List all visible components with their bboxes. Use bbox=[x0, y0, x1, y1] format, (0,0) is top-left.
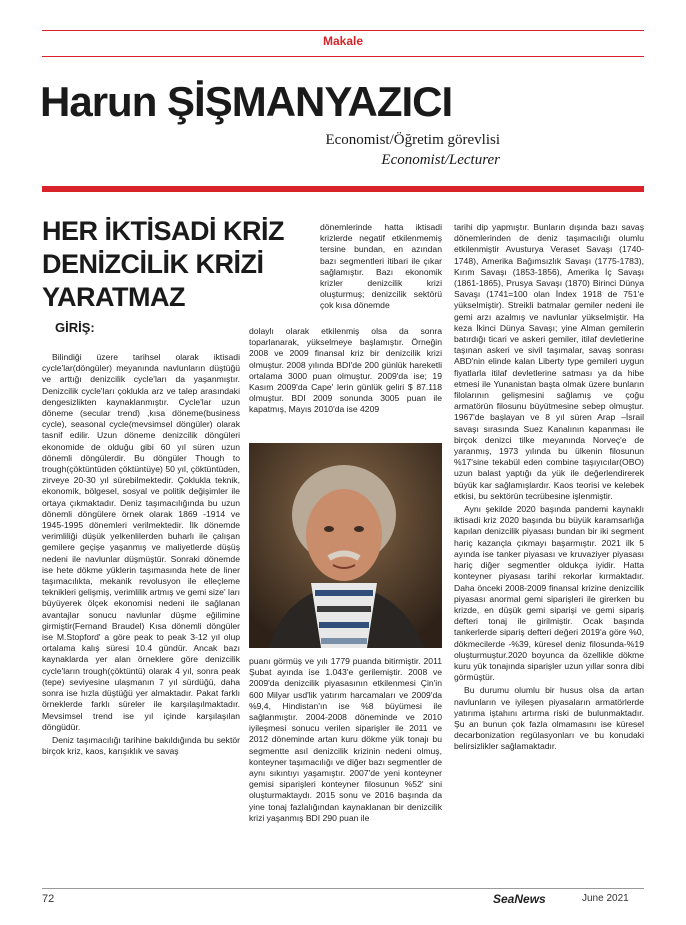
author-role-tr: Economist/Öğretim görevlisi bbox=[325, 132, 500, 148]
paragraph: Deniz taşımacılığı tarihine bakıldığında bu sektör birçok kriz, kaos, karışıklık ve savaş bbox=[42, 734, 240, 757]
paragraph: Bilindiği üzere tarihsel olarak iktisadi cycle'lar(döngüler) meyanında navlunların düştüğü ve arttığı denizcilik cycle'ları da yaşanmıştır. Denizcilik cycle'ları çoklukla arz ve talep arasındaki dengesizlikten kaynaklanmıştır. Cycle'lar uzun döneme (secular trend) ,kısa döneme(business cycle), seasonal cycle(mevsimsel döngüler) olarak tasnif edilir. Uzun döneme denizcilik döngüleri ekonomide de olduğu gibi 60 yıl süren uzun dönemli döngülerdir. Bu döngüler Though to trough(çöktüntüden çöktüntüye) 50 yıl, çöktüntüden, zirveye 20-30 yıl sürebilmektedir. Çoklukla teknik, ekonomik, bölgesel, sosyal ve politik değişimler ile ortaya çıkmaktadır. Deniz taşımacılığında bu uzun dönemli döngülere örnek olarak 1869 -1914 ve 1945-1995 dönemleri verilmektedir. İlk dönemde verimliliği düşük yelkenlilerden buharlı ile çalışan gemilere geçişe yaşanmış ve maliyetlerde düşüş nedeni ile navlunlar düşmüştür. Sonraki dönemde ise hete dökme yüklerin taşımasında hete de liner taşımacılıkta, mekanik revolusyon ile elleçleme teknikleri gelişmiş, verimlilik artmış ve gemi size' ları büyüyerek ölçek ekonomisi nedeni ile sağlanan avantajlar sonucu navlunlar düşme eğilimine girmiştir(Fernand Braudel) Kısa dönemli döngüler ise M.Stopford' a göre peak to peak 3-12 yıl olup ortalama kalış süresi 10.4 gündür. Ancak bazı kaynaklarda yer alan örneklere göre denizcilik cycle'ların trough(çöktüntü) olarak 4 yıl, sonra peak (tepe) seviyesine ulaşmanın 7 yıl sürdüğü, daha sonra ise hızla düştüğü yer almaktadır. Pakat farklı örneklerde farklı süreler ile karşılaşılmaktadır. Mevsimsel trend ise yıl içinde karşılaşılan döngüdür. bbox=[42, 352, 240, 732]
author-photo bbox=[249, 443, 442, 648]
top-rule bbox=[42, 30, 644, 31]
author-name: Harun ŞİŞMANYAZICI bbox=[40, 78, 453, 125]
footer-rule bbox=[42, 888, 644, 889]
section-label: Makale bbox=[322, 34, 364, 48]
header-bar bbox=[42, 186, 644, 192]
article-headline: HER İKTİSADİ KRİZ DENİZCİLİK KRİZİ YARATMAZ bbox=[42, 216, 285, 312]
column-2-top bbox=[320, 222, 442, 326]
page-number: 72 bbox=[42, 893, 55, 905]
paragraph: tarihi dip yapmıştır. Bunların dışında bazı savaş dönemlerinden de deniz taşımacılığı olumlu etkilenmiştir Avusturya Veraset Savaşı (1740-1748), Amerika Bağımsızlık Savaşı (1775-1783), Kırım Savaşı (1853-1856), Amerika İç Savaşı (1861-1865), Prusya Savaşı (1870) Birinci Dünya Savaşı (1741=100 olan İndex 1918 de 751'e yükselmiştir). Streikli batmalar gemiler nedeni ile gemi arzı azalmış ve navlunlar yükselmiştir. Ha keza İkinci Dünya Savaşı; yine Alman gemilerin batırdığı ticari ve askeri gemiler, itilaf devletlerine taşınan askeri ve sivil taşımalar, savaş sonrası ABD'nin elinde kalan Liberty type gemileri uygun fiyatlarla itilaf devletlerine satması ya da hibe etmesi ile Yunanistan başta olmak üzere bunların filolarının gelişmesini sağlamış ve çoğu armatörün filosunu büyütmesine sebep olmuştur. 1967'de başlayan ve 8 yıl süren Arap –İsrail savaşı sırasında Suez Kanalının kapanması ile birçok denizci tilke meyanında Norveç'e de yaranmış, 1973 yılında bu ülkenin filosunun %17'sine tekabül eden combine taşıyıcılar(OBO) uzun balast yaptığı da yük ile değerlendirerek büyük kar sağlamışlardır. Kaos teorisi ve kelebek etkisi, bu sektörün tecrübesine işlenmiştir. bbox=[454, 222, 644, 501]
paragraph: dolaylı olarak etkilenmiş olsa da sonra toparlanarak, yükselmeye başlamıştır. Örneğin 2008 ve 2009 finansal kriz bir denizcilik krizi olmuştur. 2008 yılında BDI'de 200 günlük hareketli ortalama 3000 puan olmuştur. 2009'da ise; 19 Kasım 2009'da Cape' lerin günlük geliri $ 87.118 olmuştur. BDI 2009 sonunda 3005 puan ile kapatmış, Mayıs 2010'da ise 4209 bbox=[249, 326, 442, 415]
paragraph: Bu durumu olumlu bir husus olsa da artan navlunların ve iyileşen piyasaların armatörlerde yatırıma iştahını artırma riski de bulunmaktadır. Şu an bunun çok fazla olmamasını ise küresel decarbonization regülasyonları ve bu konudaki belirsizlikler sağlamaktadır. bbox=[454, 685, 644, 752]
column-2-bottom bbox=[249, 656, 442, 872]
magazine-logo: SeaNews bbox=[493, 892, 546, 906]
issue-date: June 2021 bbox=[582, 893, 629, 904]
section-rule bbox=[42, 56, 644, 57]
author-role-en: Economist/Lecturer bbox=[381, 152, 500, 168]
paragraph: Aynı şekilde 2020 başında pandemi kaynaklı iktisadi kriz 2020 başında bu büyük karamsarlığa kapılan denizcilik piyasası bundan bir iki segment hariç kazançla çıkmayı başarmıştır. 2021 ilk 5 ayında ise tanker piyasası ve kruvaziyer piyasası hariç diğer segmentler oldukça iyidir. Hatta konteyner piyasası tarihi rekorlar kırmaktadır. Daha önceki 2008-2009 finansal krizine denizcilik piyasası anormal gemi siparişleri ile girerken bu krizde, en düşük gemi siparişi ve gemi sipariş defteri tonaj ile girilmiştir. Ocak başında tankerlerde sipariş defteri değeri 2019'a göre %0, dökmecilerde -%39, küresel deniz filosunda-%19 oluşturmuştur.2020 boyunca da özellikle dökme kuru yük tonajında siparişler uzun yıllar sonra dibi görmüştür. bbox=[454, 504, 644, 683]
paragraph: puanı görmüş ve yılı 1779 puanda bitirmiştir. 2011 Şubat ayında ise 1.043'e gerilemiştir. 2008 ve 2009'da denizcilik piyasasının etkilenmesi Çin'in 600 Milyar usd'lik yatırım harcamaları ve 2009'da %9,4, Hindistan'ın ise %8 büyümesi ile sağlanmıştır. 2004-2008 döneminde ve 2010 iyileşmesi sonucu verilen siparişler ile 2011 ve 2012 döneminde artan kuru dökme yük tonajı bu segmentte asıl denizcilik krizinin nedeni olmuş, konteyner taşımacılığı ve diğer bazı segmentler de aynı sıkıntıyı yaşamıştır. 2007'de yeni konteyner gemisi siparişleri konteyner filosunun %52' sini oluşturmaktaydı. 2015 sonu ve 2016 başında da yine tonaj fazlalığından kaynaklanan bir denizcilik krizi yaşanmış BDI 290 puan ile bbox=[249, 656, 442, 823]
column-1 bbox=[42, 352, 240, 870]
column-2-middle bbox=[249, 326, 442, 436]
paragraph: dönemlerinde hatta iktisadi krizlerde negatif etkilenmemiş tersine bundan, en azından bazı segmentleri itibari ile çıkar sağlamıştır. Bazı ekonomik krizler denizcilik krizi oluşturmuş; denizcilik sektörü çok kısa dönemde bbox=[320, 222, 442, 311]
column-3 bbox=[454, 222, 644, 872]
intro-heading: GİRİŞ: bbox=[55, 320, 95, 335]
